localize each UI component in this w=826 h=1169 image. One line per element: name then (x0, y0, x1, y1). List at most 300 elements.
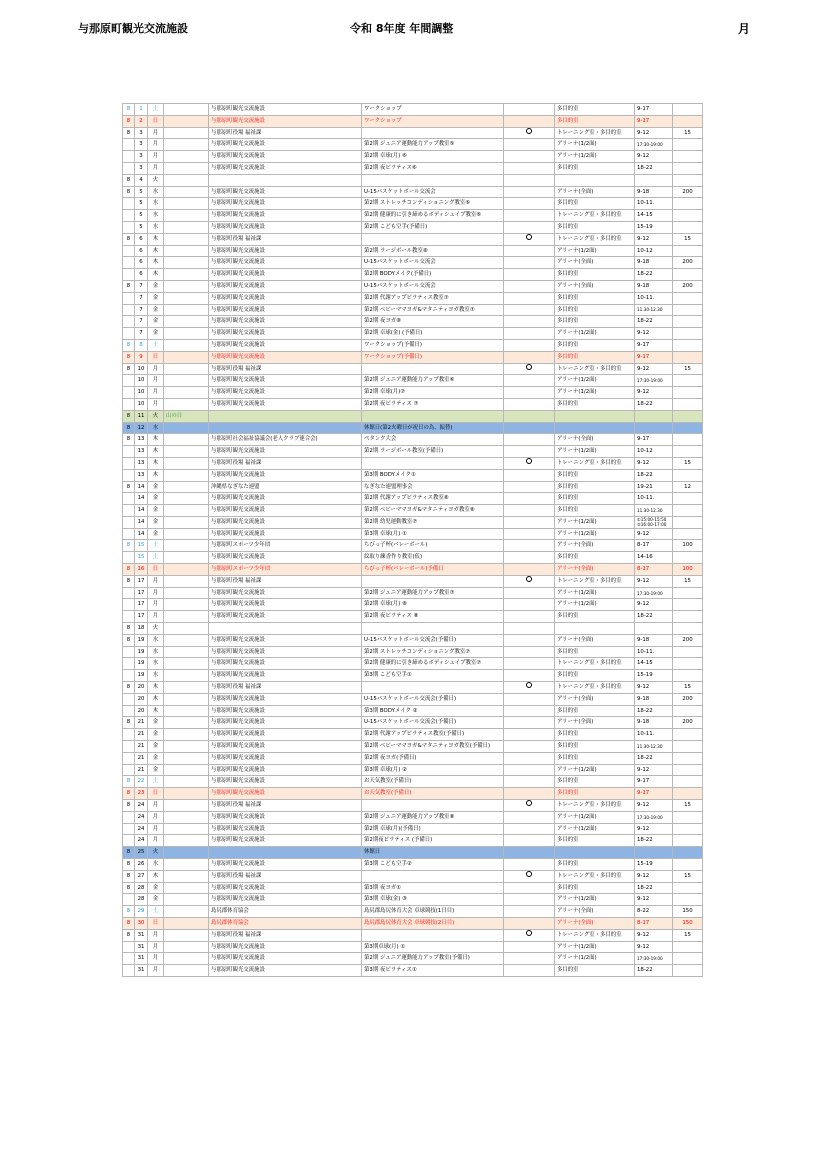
table-row (123, 139, 703, 151)
count-cell (673, 104, 703, 116)
table-row (123, 127, 703, 139)
organizer-cell: 与那原町観光交流施設 (209, 210, 362, 222)
organizer-cell: 与那原町観光交流施設 (209, 658, 362, 670)
month-cell (123, 398, 135, 410)
time-cell: 9-12 (635, 929, 673, 941)
time-cell: 9-18 (635, 693, 673, 705)
holiday-note-cell (164, 375, 209, 387)
table-row (123, 162, 703, 174)
time-cell: 9-17 (635, 788, 673, 800)
organizer-cell: 与那原町観光交流施設 (209, 505, 362, 517)
table-row (123, 481, 703, 493)
count-cell: 200 (673, 257, 703, 269)
table-row (123, 280, 703, 292)
organizer-cell: 与那原町観光交流施設 (209, 634, 362, 646)
count-cell: 15 (673, 127, 703, 139)
mark-cell (504, 398, 555, 410)
table-row (123, 245, 703, 257)
holiday-note-cell (164, 929, 209, 941)
holiday-note-cell (164, 257, 209, 269)
count-cell (673, 894, 703, 906)
month-cell (123, 245, 135, 257)
day-cell: 19 (135, 634, 148, 646)
day-cell: 19 (135, 646, 148, 658)
count-cell: 200 (673, 693, 703, 705)
room-cell: 多目的室 (555, 269, 635, 281)
mark-cell (504, 422, 555, 434)
time-cell: 18-22 (635, 705, 673, 717)
count-cell (673, 316, 703, 328)
mark-cell (504, 339, 555, 351)
table-row (123, 906, 703, 918)
count-cell (673, 387, 703, 399)
event-cell: 第2期 卓球(月)⑦ (362, 387, 504, 399)
mark-cell (504, 811, 555, 823)
room-cell: アリーナ(1/2面) (555, 811, 635, 823)
day-cell: 5 (135, 210, 148, 222)
holiday-note-cell (164, 162, 209, 174)
time-cell: 9-12 (635, 870, 673, 882)
event-cell: 第2期 ジュニア運動能力アップ教室⑧ (362, 811, 504, 823)
mark-cell (504, 481, 555, 493)
holiday-note-cell (164, 304, 209, 316)
event-cell: 第2期 代謝アップピラティス教室⑦ (362, 292, 504, 304)
count-cell (673, 493, 703, 505)
event-cell: 第2期 ジュニア運動能力アップ教室(予備日) (362, 953, 504, 965)
event-cell (362, 800, 504, 812)
table-row (123, 835, 703, 847)
time-cell: 18-22 (635, 835, 673, 847)
event-cell: 第2期 夜ヨガ⑧ (362, 316, 504, 328)
room-cell: アリーナ(1/2面) (555, 375, 635, 387)
holiday-note-cell (164, 894, 209, 906)
time-cell (635, 623, 673, 635)
day-cell: 9 (135, 351, 148, 363)
room-cell: アリーナ(1/2面) (555, 446, 635, 458)
event-cell: 第2期 ラージボール教室⑧ (362, 245, 504, 257)
weekday-cell: 月 (148, 387, 164, 399)
mark-cell (504, 788, 555, 800)
count-cell (673, 811, 703, 823)
organizer-cell: 与那原町観光交流施設 (209, 552, 362, 564)
mark-cell (504, 870, 555, 882)
organizer-cell: 与那原町観光交流施設 (209, 717, 362, 729)
day-cell: 21 (135, 752, 148, 764)
mark-cell (504, 894, 555, 906)
mark-cell (504, 328, 555, 340)
table-row (123, 776, 703, 788)
event-cell (362, 363, 504, 375)
table-row (123, 929, 703, 941)
month-cell (123, 528, 135, 540)
month-cell (123, 469, 135, 481)
organizer-cell: 与那原町スポーツ少年団 (209, 540, 362, 552)
table-row (123, 693, 703, 705)
mark-cell (504, 151, 555, 163)
room-cell: トレーニング室・多目的室 (555, 658, 635, 670)
mark-cell (504, 587, 555, 599)
weekday-cell: 水 (148, 422, 164, 434)
mark-cell (504, 917, 555, 929)
month-cell (123, 646, 135, 658)
room-cell: 多目的室 (555, 705, 635, 717)
weekday-cell: 土 (148, 339, 164, 351)
table-row (123, 658, 703, 670)
mark-cell (504, 210, 555, 222)
room-cell: 多目的室 (555, 292, 635, 304)
weekday-cell: 木 (148, 682, 164, 694)
weekday-cell: 金 (148, 729, 164, 741)
holiday-note-cell (164, 575, 209, 587)
room-cell: アリーナ(1/2面) (555, 328, 635, 340)
time-cell: 9-12 (635, 457, 673, 469)
organizer-cell: 与那原町観光交流施設 (209, 752, 362, 764)
time-cell: 9-12 (635, 575, 673, 587)
table-row (123, 847, 703, 859)
organizer-cell: 与那原町観光交流施設 (209, 292, 362, 304)
organizer-cell: 与那原町観光交流施設 (209, 741, 362, 753)
time-cell: 18-22 (635, 611, 673, 623)
day-cell: 1 (135, 104, 148, 116)
day-cell: 24 (135, 823, 148, 835)
event-cell: U-15バスケットボール交流会 (362, 280, 504, 292)
organizer-cell: 与那原町社会福祉協議会(老人クラブ連合会) (209, 434, 362, 446)
weekday-cell: 火 (148, 174, 164, 186)
mark-cell (504, 104, 555, 116)
weekday-cell: 水 (148, 221, 164, 233)
day-cell: 17 (135, 599, 148, 611)
mark-cell (504, 575, 555, 587)
count-cell (673, 516, 703, 528)
time-cell: 8-17 (635, 917, 673, 929)
month-cell (123, 670, 135, 682)
table-row (123, 717, 703, 729)
month-cell (123, 257, 135, 269)
day-cell: 5 (135, 221, 148, 233)
weekday-cell: 月 (148, 139, 164, 151)
event-cell (362, 623, 504, 635)
table-row (123, 859, 703, 871)
month-cell: 8 (123, 575, 135, 587)
room-cell: 多目的室 (555, 316, 635, 328)
holiday-note-cell (164, 752, 209, 764)
holiday-note-cell (164, 245, 209, 257)
event-cell: 第3期 夜ピラティス① (362, 965, 504, 977)
count-cell (673, 552, 703, 564)
room-cell: アリーナ(1/2面) (555, 953, 635, 965)
mark-cell (504, 540, 555, 552)
holiday-note-cell (164, 800, 209, 812)
time-cell: 10-12 (635, 245, 673, 257)
organizer-cell: 与那原町観光交流施設 (209, 894, 362, 906)
event-cell (362, 929, 504, 941)
count-cell (673, 705, 703, 717)
room-cell: アリーナ(1/2面) (555, 139, 635, 151)
time-cell: 9-12 (635, 387, 673, 399)
month-cell: 8 (123, 564, 135, 576)
count-cell (673, 741, 703, 753)
holiday-note-cell (164, 776, 209, 788)
holiday-note-cell (164, 481, 209, 493)
mark-cell (504, 387, 555, 399)
mark-cell (504, 434, 555, 446)
month-cell (123, 811, 135, 823)
circle-mark-icon (526, 364, 532, 370)
count-cell (673, 528, 703, 540)
weekday-cell: 金 (148, 505, 164, 517)
table-row (123, 115, 703, 127)
organizer-cell: 与那原町観光交流施設 (209, 587, 362, 599)
day-cell: 16 (135, 564, 148, 576)
holiday-note-cell (164, 965, 209, 977)
time-cell: 14-15 (635, 210, 673, 222)
mark-cell (504, 564, 555, 576)
count-cell (673, 434, 703, 446)
organizer-cell: 与那原町観光交流施設 (209, 198, 362, 210)
event-cell: 紋取り練香作り教室(仮) (362, 552, 504, 564)
circle-mark-icon (526, 576, 532, 582)
count-cell (673, 446, 703, 458)
weekday-cell: 木 (148, 257, 164, 269)
room-cell: 多目的室 (555, 339, 635, 351)
event-cell: U-15バスケットボール交流会(予備日) (362, 693, 504, 705)
holiday-note-cell (164, 104, 209, 116)
mark-cell (504, 634, 555, 646)
organizer-cell: 与那原町観光交流施設 (209, 162, 362, 174)
time-cell: 9-17 (635, 776, 673, 788)
count-cell (673, 422, 703, 434)
room-cell: アリーナ(1/2面) (555, 941, 635, 953)
time-cell: 18-22 (635, 316, 673, 328)
organizer-cell: 与那原町役場 福祉課 (209, 363, 362, 375)
event-cell: 第2期 ストレッチコンディショニング教室⑥ (362, 198, 504, 210)
month-cell (123, 221, 135, 233)
holiday-note-cell (164, 599, 209, 611)
time-cell: 14-15 (635, 658, 673, 670)
time-cell (635, 847, 673, 859)
organizer-cell (209, 422, 362, 434)
count-cell (673, 398, 703, 410)
table-row (123, 457, 703, 469)
month-cell: 8 (123, 717, 135, 729)
holiday-note-cell (164, 127, 209, 139)
organizer-cell: 与那原町観光交流施設 (209, 953, 362, 965)
mark-cell (504, 717, 555, 729)
count-cell (673, 965, 703, 977)
table-row (123, 221, 703, 233)
count-cell: 15 (673, 457, 703, 469)
day-cell: 5 (135, 198, 148, 210)
room-cell: アリーナ(1/2面) (555, 387, 635, 399)
room-cell: 多目的室 (555, 104, 635, 116)
room-cell: アリーナ(1/2面) (555, 528, 635, 540)
event-cell: 第3期 こども空手② (362, 859, 504, 871)
mark-cell (504, 127, 555, 139)
count-cell (673, 221, 703, 233)
time-cell: 17:30-19:00 (635, 139, 673, 151)
day-cell: 27 (135, 870, 148, 882)
month-cell: 8 (123, 280, 135, 292)
table-row (123, 823, 703, 835)
day-cell: 2 (135, 115, 148, 127)
day-cell: 17 (135, 587, 148, 599)
mark-cell (504, 505, 555, 517)
table-row (123, 505, 703, 517)
time-cell: 9-12 (635, 233, 673, 245)
event-cell: 第2期夜ピラティス (予備日) (362, 835, 504, 847)
event-cell: ちびっ子杯(バレーボール) (362, 540, 504, 552)
event-cell: 第2期 夜ピラティス ⑧ (362, 611, 504, 623)
organizer-cell: 与那原町観光交流施設 (209, 941, 362, 953)
time-cell: 9-17 (635, 434, 673, 446)
month-cell: 8 (123, 115, 135, 127)
event-cell: ワークショップ(予備日) (362, 351, 504, 363)
weekday-cell: 木 (148, 446, 164, 458)
weekday-cell: 月 (148, 941, 164, 953)
room-cell: トレーニング室・多目的室 (555, 682, 635, 694)
room-cell: トレーニング室・多目的室 (555, 800, 635, 812)
table-row (123, 316, 703, 328)
time-cell: 10-11. (635, 493, 673, 505)
day-cell: 13 (135, 469, 148, 481)
holiday-note-cell (164, 835, 209, 847)
month-cell: 8 (123, 422, 135, 434)
mark-cell (504, 670, 555, 682)
weekday-cell: 月 (148, 398, 164, 410)
day-cell: 11 (135, 410, 148, 422)
holiday-note-cell (164, 552, 209, 564)
table-row (123, 375, 703, 387)
day-cell: 18 (135, 623, 148, 635)
count-cell (673, 505, 703, 517)
holiday-note-cell (164, 682, 209, 694)
mark-cell (504, 953, 555, 965)
table-row (123, 186, 703, 198)
time-cell: 9-18 (635, 634, 673, 646)
mark-cell (504, 410, 555, 422)
day-cell: 12 (135, 422, 148, 434)
event-cell: 休館日 (362, 847, 504, 859)
time-cell: 9-18 (635, 257, 673, 269)
circle-mark-icon (526, 682, 532, 688)
month-cell: 8 (123, 917, 135, 929)
time-cell: 18-22 (635, 752, 673, 764)
table-row (123, 198, 703, 210)
room-cell: 多目的室 (555, 741, 635, 753)
table-row (123, 233, 703, 245)
table-row (123, 339, 703, 351)
holiday-note-cell (164, 882, 209, 894)
weekday-cell: 月 (148, 965, 164, 977)
day-cell: 30 (135, 917, 148, 929)
organizer-cell: 与那原町観光交流施設 (209, 280, 362, 292)
month-cell: 8 (123, 800, 135, 812)
organizer-cell: 与那原町観光交流施設 (209, 811, 362, 823)
holiday-note-cell (164, 363, 209, 375)
table-row (123, 493, 703, 505)
holiday-note-cell (164, 859, 209, 871)
weekday-cell: 木 (148, 269, 164, 281)
holiday-note-cell (164, 811, 209, 823)
day-cell: 6 (135, 257, 148, 269)
month-cell: 8 (123, 434, 135, 446)
month-cell: 8 (123, 363, 135, 375)
table-row (123, 800, 703, 812)
count-cell (673, 587, 703, 599)
organizer-cell: 与那原町観光交流施設 (209, 269, 362, 281)
mark-cell (504, 623, 555, 635)
organizer-cell: 与那原町観光交流施設 (209, 245, 362, 257)
table-row (123, 870, 703, 882)
table-row (123, 174, 703, 186)
day-cell: 7 (135, 328, 148, 340)
time-cell: 18-22 (635, 162, 673, 174)
event-cell (362, 575, 504, 587)
time-cell: 15-19 (635, 670, 673, 682)
count-cell (673, 882, 703, 894)
time-cell: 9-18 (635, 186, 673, 198)
month-cell (123, 375, 135, 387)
organizer-cell: 与那原町役場 福祉課 (209, 682, 362, 694)
month-cell (123, 941, 135, 953)
time-cell: 10-11. (635, 198, 673, 210)
month-cell (123, 505, 135, 517)
circle-mark-icon (526, 234, 532, 240)
time-cell: 9-12 (635, 764, 673, 776)
weekday-cell: 土 (148, 552, 164, 564)
count-cell (673, 162, 703, 174)
month-cell: 8 (123, 847, 135, 859)
table-row (123, 811, 703, 823)
day-cell: 21 (135, 741, 148, 753)
room-cell: 多目的室 (555, 552, 635, 564)
holiday-note-cell (164, 434, 209, 446)
month-cell: 8 (123, 776, 135, 788)
month-cell: 8 (123, 540, 135, 552)
room-cell: アリーナ(全面) (555, 280, 635, 292)
month-cell: 8 (123, 682, 135, 694)
organizer-cell: 与那原町観光交流施設 (209, 469, 362, 481)
holiday-note-cell (164, 221, 209, 233)
weekday-cell: 金 (148, 717, 164, 729)
room-cell: アリーナ(1/2面) (555, 894, 635, 906)
table-row (123, 587, 703, 599)
mark-cell (504, 847, 555, 859)
room-cell (555, 422, 635, 434)
room-cell: アリーナ(全面) (555, 434, 635, 446)
circle-mark-icon (526, 930, 532, 936)
event-cell: 第3期 BODYメイク① (362, 469, 504, 481)
weekday-cell: 土 (148, 776, 164, 788)
month-cell: 8 (123, 882, 135, 894)
holiday-note-cell (164, 917, 209, 929)
mark-cell (504, 257, 555, 269)
room-cell: 多目的室 (555, 788, 635, 800)
holiday-note-cell (164, 469, 209, 481)
day-cell: 26 (135, 859, 148, 871)
room-cell: 多目的室 (555, 481, 635, 493)
month-cell (123, 835, 135, 847)
time-cell: 10-11. (635, 292, 673, 304)
weekday-cell: 金 (148, 764, 164, 776)
time-cell: 14-16 (635, 552, 673, 564)
mark-cell (504, 611, 555, 623)
table-row (123, 953, 703, 965)
count-cell: 100 (673, 564, 703, 576)
day-cell: 8 (135, 339, 148, 351)
mark-cell (504, 729, 555, 741)
circle-mark-icon (526, 128, 532, 134)
